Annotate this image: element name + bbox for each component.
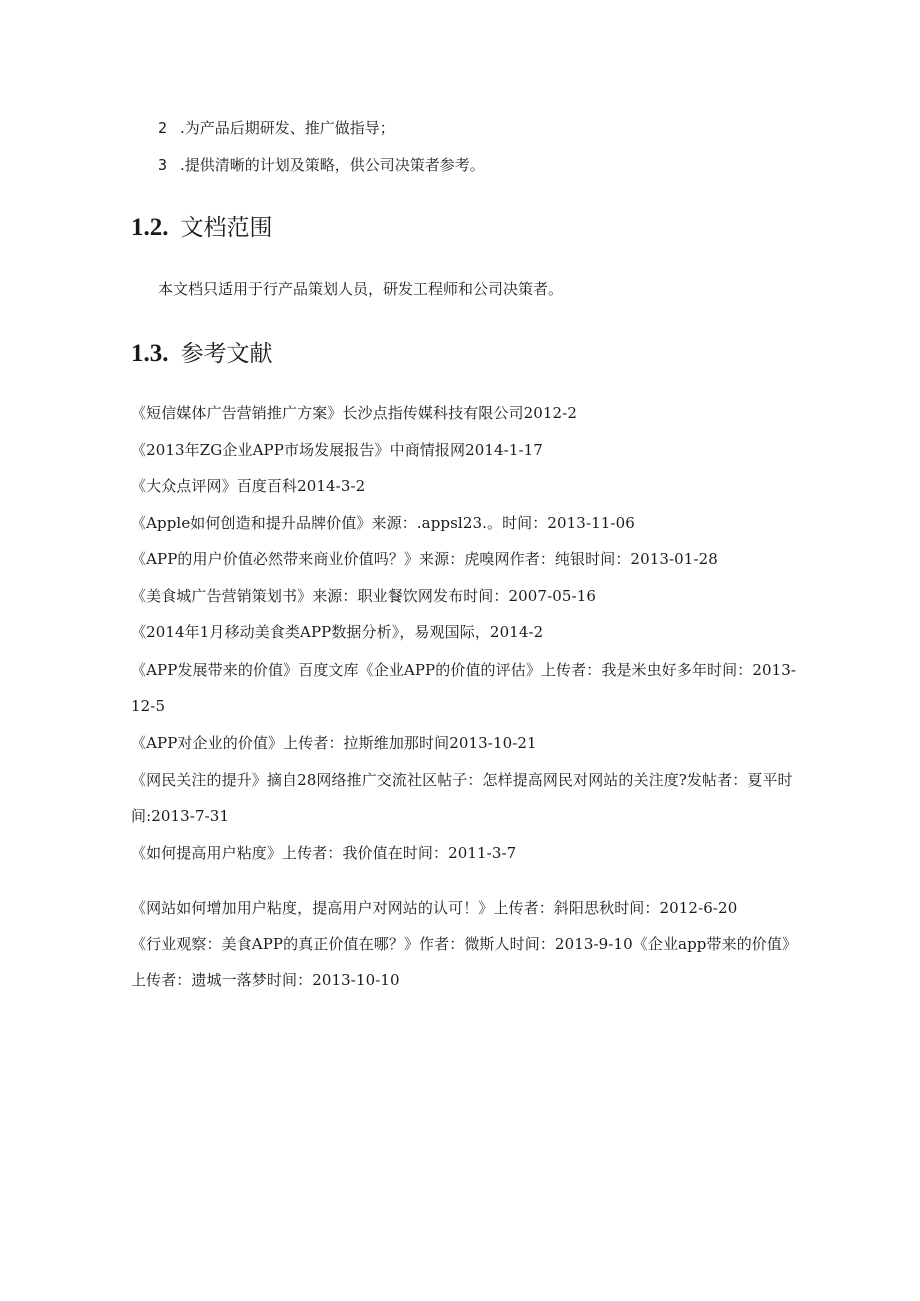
reference-line: 《大众点评网》百度百科2014-3-2 (131, 477, 366, 495)
reference-line: 《美食城广告营销策划书》来源：职业餐饮网发布时间：2007-05-16 (131, 587, 596, 605)
reference-line: 《网站如何增加用户粘度，提高用户对网站的认可！》上传者：斜阳思秋时间：2012-6-20 (131, 899, 738, 917)
section-heading-scope (131, 212, 273, 243)
reference-line: 上传者：遗城一落梦时间：2013-10-10 (131, 971, 400, 989)
reference-line: 间:2013-7-31 (131, 807, 230, 825)
reference-line: 《APP对企业的价值》上传者：拉斯维加那时间2013-10-21 (131, 734, 537, 752)
section-title: 文档范围 (180, 215, 273, 241)
section-number: 1.2. (131, 214, 169, 241)
reference-line: 《APP的用户价值必然带来商业价值吗？》来源：虎嗅网作者：纯银时间：2013-01-28 (131, 550, 718, 568)
section-title: 参考文献 (180, 341, 273, 367)
purpose-list-item (158, 155, 485, 175)
reference-line: 《2014年1月移动美食类APP数据分析》，易观国际，2014-2 (131, 623, 544, 641)
reference-line: 《短信媒体广告营销推广方案》长沙点指传媒科技有限公司2012-2 (131, 404, 577, 422)
reference-line: 《2013年ZG企业APP市场发展报告》中商情报网2014-1-17 (131, 441, 543, 459)
purpose-list-item (158, 118, 395, 138)
reference-line: 《Apple如何创造和提升品牌价值》来源：.appsl23.。时间：2013-11-06 (131, 514, 635, 532)
reference-line: 《网民关注的提升》摘自28网络推广交流社区帖子：怎样提高网民对网站的关注度?发帖者：夏平时 (131, 771, 793, 789)
list-number: 3 (158, 156, 168, 174)
section-number: 1.3. (131, 340, 169, 367)
list-text: .为产品后期研发、推广做指导； (180, 119, 395, 137)
reference-line: 《APP发展带来的价值》百度文库《企业APP的价值的评估》上传者：我是米虫好多年时间：2013- (131, 661, 797, 679)
list-number: 2 (158, 119, 168, 137)
reference-line: 《行业观察：美食APP的真正价值在哪？》作者：微斯人时间：2013-9-10《企业app带来的价值》 (131, 935, 798, 953)
section-heading-references (131, 338, 273, 369)
list-text: .提供清晰的计划及策略，供公司决策者参考。 (180, 156, 485, 174)
reference-line: 12-5 (131, 697, 166, 715)
reference-line: 《如何提高用户粘度》上传者：我价值在时间：2011-3-7 (131, 844, 517, 862)
scope-paragraph: 本文档只适用于行产品策划人员，研发工程师和公司决策者。 (158, 280, 564, 298)
